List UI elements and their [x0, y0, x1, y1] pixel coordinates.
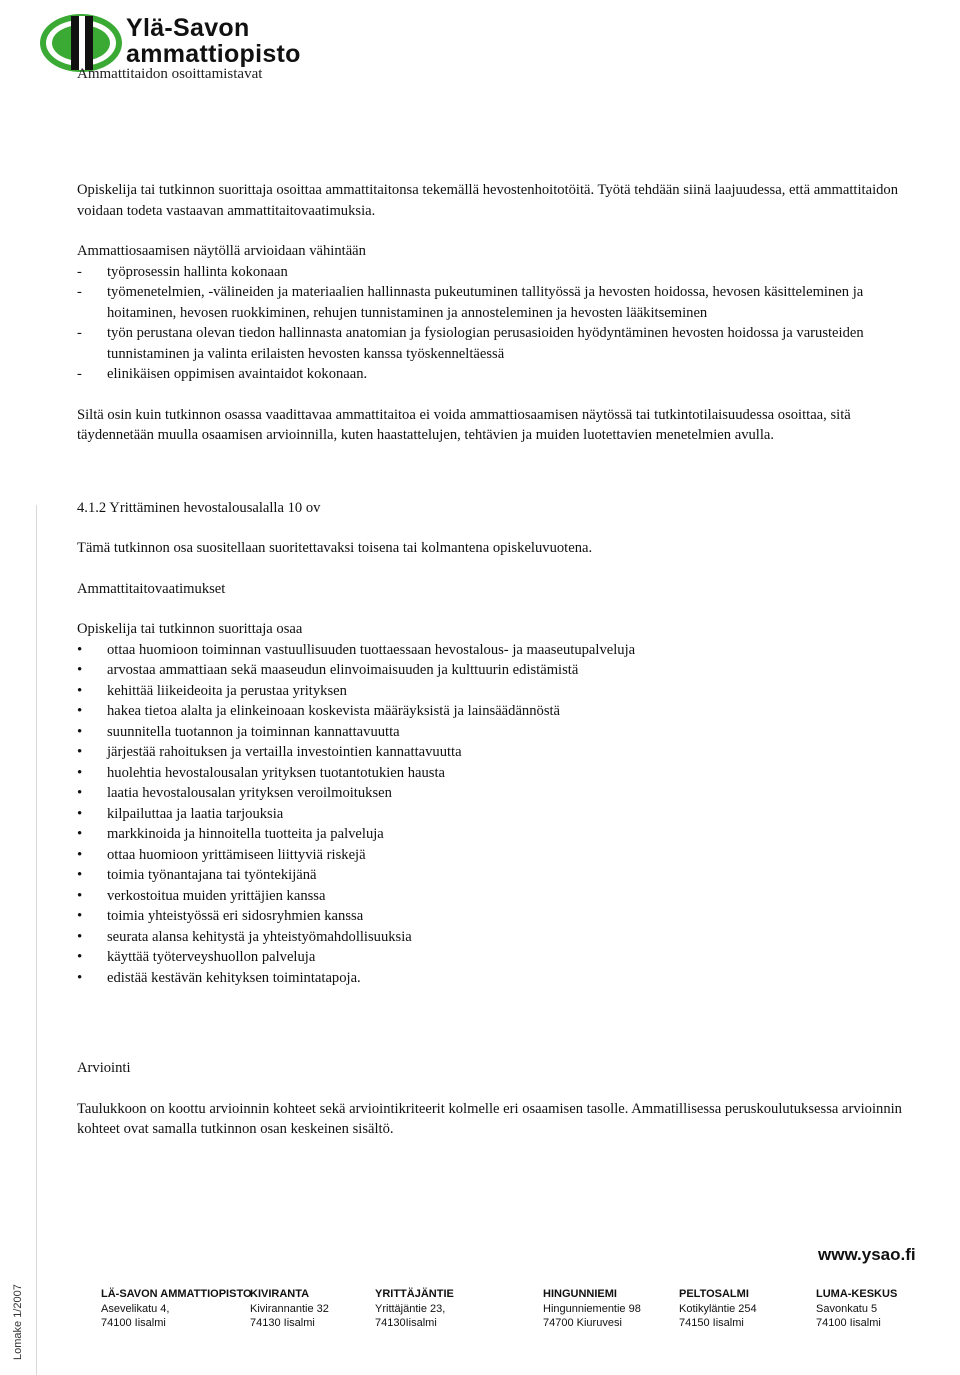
list-item: • edistää kestävän kehityksen toimintatapoja.: [77, 968, 912, 989]
footer-unit: YRITTÄJÄNTIE Yrittäjäntie 23, 74130Iisalmi: [375, 1288, 454, 1329]
list-item: • ottaa huomioon yrittämiseen liittyviä riskejä: [77, 845, 912, 866]
list-item: • kilpailuttaa ja laatia tarjouksia: [77, 804, 912, 825]
list-item: • ottaa huomioon toiminnan vastuullisuuden tuottaessaan hevostalous- ja maaseutupalveluja: [77, 640, 912, 661]
footer-unit: LUMA-KESKUS Savonkatu 5 74100 Iisalmi: [816, 1288, 898, 1329]
requirements-intro: Opiskelija tai tutkinnon suorittaja osaa: [77, 621, 303, 637]
document-subtitle: Ammattitaidon osoittamistavat: [77, 66, 263, 82]
list-item: • järjestää rahoituksen ja vertailla investointien kannattavuutta: [77, 742, 912, 763]
footer-unit: LÄ-SAVON AMMATTIOPISTO Asevelikatu 4, 74100 Iisalmi: [101, 1288, 252, 1329]
requirements-list: [77, 640, 912, 989]
list-item: • laatia hevostalousalan yrityksen veroilmoituksen: [77, 783, 912, 804]
form-code: Lomake 1/2007: [12, 1284, 24, 1360]
section-title: 4.1.2 Yrittäminen hevostalousalalla 10 ov: [77, 499, 321, 516]
dash-item: - työn perustana olevan tiedon hallinnasta anatomian ja fysiologian perusasioiden hyödyntäminen hevosten hoidossa ja varusteiden tunnistaminen ja valinta erilaisten hevosten kanssa työskenneltäessä: [77, 325, 864, 362]
footer-unit: KIVIRANTA Kivirannantie 32 74130 Iisalmi: [250, 1288, 329, 1329]
school-logo: [38, 12, 308, 74]
logo-line2: ammattiopisto: [126, 40, 301, 68]
list-item: • käyttää työterveyshuollon palveluja: [77, 947, 912, 968]
assessment-heading: Arviointi: [77, 1060, 131, 1076]
supplementary-paragraph: Siltä osin kuin tutkinnon osassa vaadittavaa ammattitaitoa ei voida ammattiosaamisen näytössä tai tutkintotilaisuudessa osoittaa, sitä täydennetään muulla osaamisen arvioinnilla, kuten haastattelujen, tehtävien ja muiden luotettavien menetelmien avulla.: [77, 406, 851, 443]
recommendation-text: Tämä tutkinnon osa suositellaan suoritettavaksi toisena tai kolmantena opiskeluvuotena.: [77, 540, 593, 556]
list-item: • hakea tietoa alalta ja elinkeinoaan koskevista määräyksistä ja lainsäädännöstä: [77, 701, 912, 722]
list-item: • verkostoitua muiden yrittäjien kanssa: [77, 886, 912, 907]
list-item: • suunnitella tuotannon ja toiminnan kannattavuutta: [77, 722, 912, 743]
footer-unit: HINGUNNIEMI Hingunniementie 98 74700 Kiuruvesi: [543, 1288, 641, 1329]
assessment-intro: Ammattiosaamisen näytöllä arvioidaan vähintään: [77, 243, 366, 259]
intro-paragraph: Opiskelija tai tutkinnon suorittaja osoittaa ammattitaitonsa tekemällä hevostenhoitotöitä. Työtä tehdään siinä laajuudessa, että ammattitaidon voidaan todeta vastaavan ammattitaitovaatimuksia.: [77, 182, 899, 219]
list-item: • toimia työnantajana tai työntekijänä: [77, 865, 912, 886]
requirements-heading: Ammattitaitovaatimukset: [77, 580, 226, 597]
dash-item: - elinikäisen oppimisen avaintaidot kokonaan.: [77, 366, 368, 382]
list-item: • seurata alansa kehitystä ja yhteistyömahdollisuuksia: [77, 927, 912, 948]
footer-unit: PELTOSALMI Kotikyläntie 254 74150 Iisalmi: [679, 1288, 757, 1329]
main-content: [77, 180, 912, 1140]
dash-item: - työmenetelmien, -välineiden ja materiaalien hallinnasta pukeutuminen tallityössä ja hevosten hoidossa, hevosen käsitteleminen ja hoitaminen, hevosen ruokkiminen, rehujen tunnistaminen ja annosteleminen ja hevosten lääkitseminen: [77, 284, 864, 321]
list-item: • markkinoida ja hinnoitella tuotteita ja palveluja: [77, 824, 912, 845]
assessment-text: Taulukkoon on koottu arvioinnin kohteet sekä arviointikriteerit kolmelle eri osaamisen tasolle. Ammatillisessa peruskoulutuksessa arvioinnin kohteet ovat samalla tutkinnon osan keskeinen sisältö.: [77, 1100, 902, 1137]
website-link[interactable]: www.ysao.fi: [818, 1245, 916, 1264]
logo-line1: Ylä-Savon: [126, 14, 250, 42]
list-item: • huolehtia hevostalousalan yrityksen tuotantotukien hausta: [77, 763, 912, 784]
list-item: • kehittää liikeideoita ja perustaa yrityksen: [77, 681, 912, 702]
list-item: • toimia yhteistyössä eri sidosryhmien kanssa: [77, 906, 912, 927]
margin-rule: [36, 505, 37, 1375]
list-item: • arvostaa ammattiaan sekä maaseudun elinvoimaisuuden ja kulttuurin edistämistä: [77, 660, 912, 681]
logo-mark-icon: [38, 12, 124, 74]
dash-item: - työprosessin hallinta kokonaan: [77, 263, 288, 280]
